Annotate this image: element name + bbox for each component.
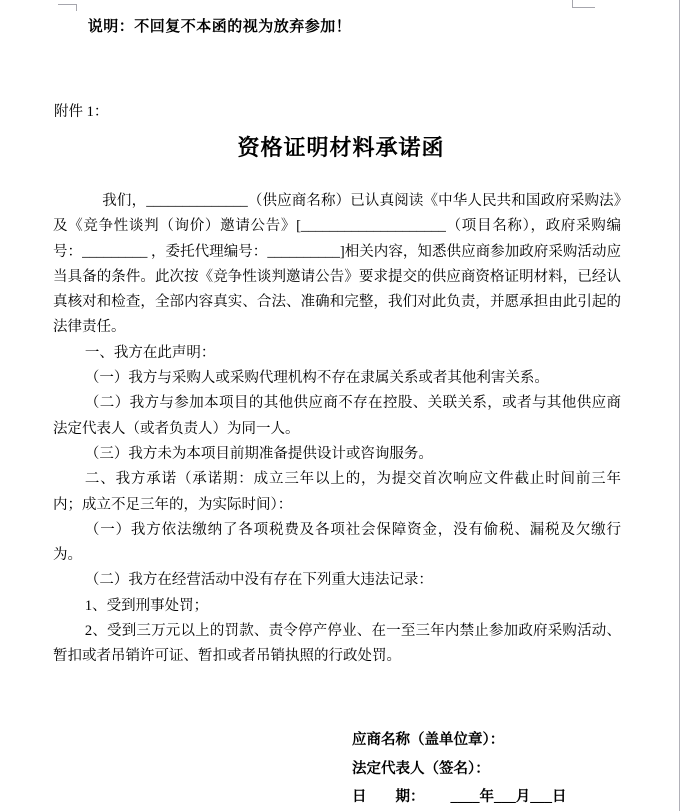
paragraph-violation-2: 2、受到三万元以上的罚款、责令停产停业、在一至三年内禁止参加政府采购活动、暂扣或者吊销许可证、暂扣或者吊销执照的行政处罚。 [53,623,621,665]
signature-date-label: 日 期： [352,789,425,805]
margin-mark-top-left-horizontal [58,4,77,5]
paragraph-declare-2: （二）我方与参加本项目的其他供应商不存在控股、关联关系，或者与其他供应商法定代表人（或者负责人）为同一人。 [53,395,621,437]
note-line: 说明：不回复不本函的视为放弃参加！ [87,19,352,35]
margin-mark-top-left-vertical [76,4,77,11]
document-body [53,189,621,670]
paragraph-declare-3: （三）我方未为本项目前期准备提供设计或咨询服务。 [84,445,433,462]
signature-legal-representative-line: 法定代表人（签名）： [352,760,490,777]
margin-mark-top-right-horizontal [572,7,595,8]
paragraph-declare-heading: 一、我方在此声明： [84,344,216,361]
signature-date-line [352,783,567,811]
page-title: 资格证明材料承诺函 [237,135,445,160]
page-right-edge-line [679,0,680,811]
signature-date-blank: ____年___月___日 [450,789,567,805]
paragraph-promise-2: （二）我方在经营活动中没有存在下列重大违法记录： [84,572,433,589]
attachment-label: 附件 1： [54,104,109,120]
paragraph-violation-1: 1、受到刑事处罚； [84,597,209,614]
signature-supplier-name-line: 应商名称（盖单位章）： [352,732,505,748]
signature-block [352,726,567,811]
paragraph-declare-1: （一）我方与采购人或采购代理机构不存在隶属关系或者其他利害关系。 [84,370,549,387]
paragraph-promise-1: （一）我方依法缴纳了各项税费及各项社会保障资金，没有偷税、漏税及欠缴行为。 [53,521,621,564]
paragraph-intro: 我们，______________（供应商名称）已认真阅读《中华人民共和国政府采购法》及《竞争性谈判（询价）邀请公告》[____________________（项目名称），政府采购编号：_________ ，委托代理编号：__________]相关内容，知悉供应商参加政府采购活动应当具备的条件。此次按《竞争性谈判邀请公告》要求提交的供应商资格证明材料，已经认真核对和检查，全部内容真实、合法、准确和完整，我们对此负责，并愿承担由此引起的法律责任。 [53,193,621,336]
paragraph-promise-heading: 二、我方承诺（承诺期：成立三年以上的，为提交首次响应文件截止时间前三年内；成立不足三年的，为实际时间）： [53,471,621,513]
